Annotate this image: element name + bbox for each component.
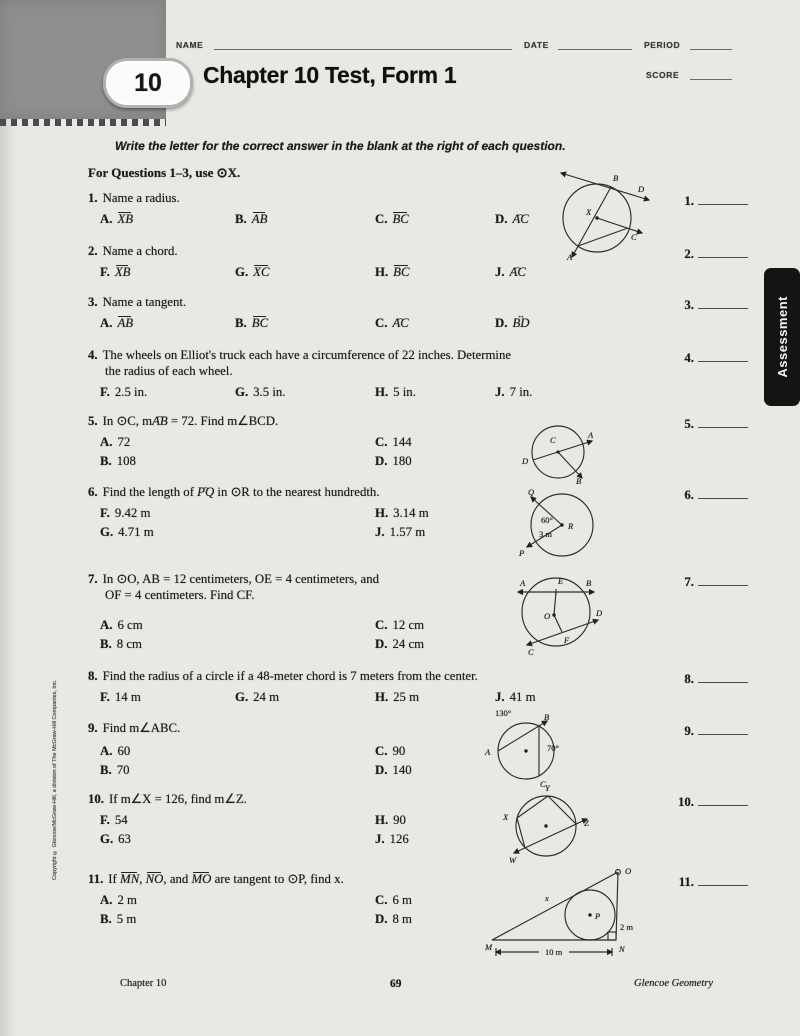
answer-blank-2: [670, 245, 748, 262]
answer-line[interactable]: [698, 245, 748, 258]
choice-letter: J.: [495, 265, 505, 279]
question-7: [88, 571, 555, 652]
question-1: [88, 190, 595, 227]
math-line: ↔ BD: [512, 316, 529, 330]
choice-B: [100, 453, 375, 469]
text-run: 3.14 m: [393, 506, 429, 520]
choice-letter: G.: [235, 385, 249, 399]
svg-text:70°: 70°: [547, 743, 559, 753]
choice-A: [100, 434, 375, 450]
choice-letter: D.: [495, 316, 508, 330]
question-3: [88, 294, 595, 331]
text-run: Find the length of: [102, 485, 198, 499]
text-run: 2.5 in.: [114, 385, 148, 399]
choice-letter: A.: [100, 744, 113, 758]
score-line[interactable]: [690, 78, 732, 80]
footer-chapter: Chapter 10: [120, 978, 167, 989]
text-run: 126: [389, 832, 409, 846]
text-run: 8 m: [392, 912, 413, 926]
choice-letter: A.: [100, 316, 113, 330]
text-run: The wheels on Elliot's truck each have a circumference of 22 inches. Determine: [102, 348, 512, 362]
choice-B: [100, 762, 375, 778]
svg-text:P: P: [519, 548, 525, 558]
answer-blank-number: 1.: [684, 194, 694, 208]
question-2-line: [88, 243, 595, 259]
answer-blank-number: 4.: [684, 351, 694, 365]
diagram-tangent-triangle: [484, 862, 646, 960]
choice-letter: J.: [495, 385, 505, 399]
question-5: [88, 413, 555, 469]
text-run: 6 m: [392, 893, 413, 907]
math-seg: XB: [114, 265, 131, 279]
svg-text:F: F: [564, 635, 570, 645]
choice-letter: G.: [235, 690, 249, 704]
page-title: Chapter 10 Test, Form 1: [203, 62, 457, 88]
choice-letter: B.: [235, 316, 247, 330]
math-arc: ⌢ AC: [512, 212, 528, 226]
question-4: [88, 347, 595, 400]
text-run: 3.5 in.: [253, 385, 286, 399]
question-number: 5.: [88, 414, 98, 428]
text-run: 14 m: [114, 690, 141, 704]
choice-letter: B.: [100, 763, 112, 777]
question-number: 2.: [88, 244, 98, 258]
svg-text:Z: Z: [584, 818, 589, 828]
answer-blank-9: [670, 722, 748, 739]
assessment-tab-label: Assessment: [774, 296, 790, 378]
text-run: In ⊙O, AB = 12 centimeters, OE = 4 centimeters, and: [102, 572, 380, 586]
choices: [100, 505, 555, 540]
text-run: 72: [117, 435, 131, 449]
math-arc: ⌢ AC: [392, 316, 408, 330]
text-run: , and: [163, 872, 192, 886]
choice-A: [100, 315, 235, 331]
svg-text:2 m: 2 m: [620, 922, 633, 932]
text-run: are tangent to ⊙P, find x.: [211, 872, 344, 886]
period-label: PERIOD: [644, 40, 681, 50]
choice-J: [495, 384, 595, 400]
answer-blank-8: [670, 670, 748, 687]
svg-text:W: W: [509, 855, 517, 865]
math-seg: BC: [392, 212, 409, 226]
svg-text:x: x: [545, 893, 549, 903]
svg-text:B: B: [586, 578, 592, 588]
text-run: 9.42 m: [114, 506, 151, 520]
score-label: SCORE: [646, 70, 680, 80]
choice-G: [235, 264, 375, 280]
text-run: 144: [392, 435, 412, 449]
question-number: 11.: [88, 872, 104, 886]
choice-letter: G.: [235, 265, 249, 279]
text-run: in ⊙R to the nearest hundredth.: [214, 485, 380, 499]
question-6-line: [88, 484, 555, 500]
math-arc: ⌢ PQ: [197, 485, 214, 499]
text-run: Name a tangent.: [102, 295, 187, 309]
svg-text:E: E: [558, 576, 564, 586]
question-number: 7.: [88, 572, 98, 586]
question-number: 3.: [88, 295, 98, 309]
svg-text:3 m: 3 m: [539, 529, 552, 539]
text-run: Find the radius of a circle if a 48-meter chord is 7 meters from the center.: [102, 669, 478, 683]
choice-letter: H.: [375, 813, 389, 827]
choice-letter: C.: [375, 618, 388, 632]
answer-blank-number: 11.: [678, 875, 694, 889]
text-run: 2 m: [117, 893, 138, 907]
svg-text:C: C: [631, 232, 637, 242]
answer-line[interactable]: [698, 722, 748, 735]
svg-text:P: P: [595, 911, 601, 921]
answer-blank-11: [670, 873, 748, 890]
text-run: 4.71 m: [118, 525, 154, 539]
choice-letter: H.: [375, 385, 389, 399]
math-seg: BC: [393, 265, 410, 279]
answer-line[interactable]: [698, 415, 748, 428]
choice-letter: H.: [375, 506, 389, 520]
choice-G: [235, 689, 375, 705]
choice-H: [375, 689, 495, 705]
section-intro: For Questions 1–3, use ⊙X.: [88, 165, 241, 180]
math-arc: ⌢ AC: [510, 265, 526, 279]
answer-blank-5: [670, 415, 748, 432]
chapter-badge: 10: [103, 58, 193, 108]
text-run: OF = 4 centimeters. Find CF.: [105, 588, 255, 602]
text-run: Name a chord.: [102, 244, 178, 258]
svg-text:Y: Y: [545, 783, 550, 793]
choice-letter: D.: [375, 912, 388, 926]
question-8: [88, 668, 595, 705]
choice-J: [495, 264, 595, 280]
choice-letter: D.: [375, 454, 388, 468]
text-run: In ⊙C, m: [102, 414, 153, 428]
svg-text:R: R: [568, 521, 574, 531]
math-seg: XB: [117, 212, 134, 226]
question-number: 6.: [88, 485, 98, 499]
text-run: 140: [392, 763, 412, 777]
choice-D: [495, 315, 595, 331]
question-10: [88, 791, 555, 847]
text-run: 54: [114, 813, 128, 827]
name-label: NAME: [176, 40, 204, 50]
choice-letter: C.: [375, 212, 388, 226]
text-run: 12 cm: [392, 618, 425, 632]
choice-letter: A.: [100, 435, 113, 449]
question-number: 10.: [88, 792, 104, 806]
svg-text:X: X: [503, 812, 509, 822]
choice-letter: F.: [100, 265, 110, 279]
choice-letter: A.: [100, 212, 113, 226]
svg-text:B: B: [576, 476, 582, 486]
choice-B: [235, 211, 375, 227]
choice-letter: D.: [375, 637, 388, 651]
choice-letter: B.: [100, 637, 112, 651]
choices: [100, 264, 595, 280]
choice-B: [235, 315, 375, 331]
choice-A: [100, 892, 375, 908]
choice-letter: F.: [100, 690, 110, 704]
diagram-circle-r: [506, 484, 612, 566]
svg-text:B: B: [613, 173, 619, 183]
choice-letter: F.: [100, 385, 110, 399]
answer-line[interactable]: [698, 486, 748, 499]
text-run: 25 m: [393, 690, 420, 704]
text-run: 180: [392, 454, 412, 468]
math-seg: MN: [120, 872, 140, 886]
choice-letter: C.: [375, 316, 388, 330]
text-run: ,: [139, 872, 146, 886]
choice-letter: A.: [100, 893, 113, 907]
diagram-circle-c: [516, 414, 608, 486]
text-run: 7 in.: [509, 385, 533, 399]
answer-blank-3: [670, 296, 748, 313]
question-number: 9.: [88, 721, 98, 735]
choice-letter: F.: [100, 813, 110, 827]
instructions-text: Write the letter for the correct answer in the blank at the right of each question.: [115, 139, 566, 153]
choice-letter: A.: [100, 618, 113, 632]
answer-line[interactable]: [698, 296, 748, 309]
choice-letter: C.: [375, 744, 388, 758]
svg-text:N: N: [619, 944, 625, 954]
choice-letter: H.: [375, 265, 389, 279]
svg-text:O: O: [625, 866, 632, 876]
question-number: 4.: [88, 348, 98, 362]
answer-blank-10: [670, 793, 748, 810]
svg-text:B: B: [544, 712, 550, 722]
question-1-line: [88, 190, 595, 206]
text-run: 108: [116, 454, 136, 468]
question-7-line: [105, 587, 555, 603]
svg-text:C: C: [550, 435, 556, 445]
question-7-line: [88, 571, 555, 587]
svg-text:D: D: [638, 184, 645, 194]
answer-blank-number: 10.: [678, 795, 694, 809]
assessment-tab[interactable]: [764, 268, 800, 406]
diagram-quad-wxyz: [494, 782, 600, 868]
choice-G: [100, 831, 375, 847]
math-seg: AB: [251, 212, 268, 226]
choice-letter: C.: [375, 435, 388, 449]
choice-H: [375, 384, 495, 400]
svg-text:A: A: [567, 252, 573, 262]
date-line[interactable]: [558, 48, 632, 50]
choice-letter: B.: [235, 212, 247, 226]
svg-text:A: A: [520, 578, 526, 588]
text-run: 8 cm: [116, 637, 142, 651]
choice-letter: H.: [375, 690, 389, 704]
choices: [100, 434, 555, 469]
copyright-text: Copyright © Glencoe/McGraw-Hill, a division of The McGraw-Hill Companies, Inc.: [52, 679, 58, 880]
question-5-line: [88, 413, 555, 429]
period-line[interactable]: [690, 48, 732, 50]
choice-F: [100, 505, 375, 521]
choice-F: [100, 384, 235, 400]
choice-A: [100, 743, 375, 759]
choice-B: [100, 636, 375, 652]
choice-letter: B.: [100, 454, 112, 468]
answer-blank-number: 2.: [684, 247, 694, 261]
choice-G: [100, 524, 375, 540]
text-run: 24 m: [253, 690, 280, 704]
answer-blank-4: [670, 349, 748, 366]
question-8-line: [88, 668, 595, 684]
svg-text:130°: 130°: [495, 708, 512, 718]
text-run: the radius of each wheel.: [105, 364, 233, 378]
choice-letter: J.: [375, 525, 385, 539]
text-run: Name a radius.: [102, 191, 180, 205]
choices: [100, 384, 595, 400]
answer-blank-1: [670, 192, 748, 209]
footer-book-title: Glencoe Geometry: [634, 978, 714, 989]
svg-text:O: O: [544, 611, 551, 621]
question-number: 8.: [88, 669, 98, 683]
answer-line[interactable]: [698, 573, 748, 586]
choice-letter: B.: [100, 912, 112, 926]
svg-text:A: A: [485, 747, 491, 757]
choice-F: [100, 812, 375, 828]
svg-text:10 m: 10 m: [545, 947, 563, 957]
choice-F: [100, 689, 235, 705]
svg-text:C: C: [540, 779, 546, 789]
choice-A: [100, 211, 235, 227]
choice-C: [375, 315, 495, 331]
choice-H: [375, 264, 495, 280]
choice-A: [100, 617, 375, 633]
svg-text:Q: Q: [528, 487, 535, 497]
question-4-line: [105, 363, 595, 379]
text-run: = 72. Find m∠BCD.: [167, 414, 279, 428]
choice-letter: G.: [100, 832, 114, 846]
math-seg: BC: [251, 316, 269, 330]
text-run: 24 cm: [392, 637, 425, 651]
question-10-line: [88, 791, 555, 807]
answer-line[interactable]: [698, 793, 748, 806]
text-run: Find m∠ABC.: [102, 721, 181, 735]
choices: [100, 617, 555, 652]
text-run: 5 in.: [393, 385, 416, 399]
question-number: 1.: [88, 191, 98, 205]
math-seg: AB: [117, 316, 134, 330]
text-run: 5 m: [116, 912, 137, 926]
answer-blank-number: 7.: [684, 575, 694, 589]
footer-page-number: 69: [390, 978, 402, 990]
answer-blank-number: 8.: [684, 672, 694, 686]
text-run: If m∠X = 126, find m∠Z.: [109, 792, 247, 806]
choice-letter: C.: [375, 893, 388, 907]
math-seg: MO: [191, 872, 212, 886]
text-run: If: [108, 872, 121, 886]
choice-letter: J.: [495, 690, 505, 704]
choice-F: [100, 264, 235, 280]
svg-text:60°: 60°: [541, 515, 553, 525]
choice-letter: G.: [100, 525, 114, 539]
question-4-line: [88, 347, 595, 363]
text-run: 60: [117, 744, 131, 758]
diagram-circle-x: [545, 166, 657, 266]
answer-blank-7: [670, 573, 748, 590]
choice-G: [235, 384, 375, 400]
text-run: 90: [392, 744, 406, 758]
svg-text:X: X: [586, 207, 592, 217]
choice-B: [100, 911, 375, 927]
answer-line[interactable]: [698, 192, 748, 205]
svg-text:D: D: [522, 456, 529, 466]
choice-letter: D.: [495, 212, 508, 226]
choice-C: [375, 211, 495, 227]
diagram-angle-abc: [481, 702, 577, 790]
math-arc: ⌢ AB: [152, 414, 168, 428]
choices: [100, 211, 595, 227]
svg-text:D: D: [596, 608, 603, 618]
question-2: [88, 243, 595, 280]
choices: [100, 812, 555, 847]
answer-blank-number: 9.: [684, 724, 694, 738]
answer-blank-number: 5.: [684, 417, 694, 431]
choice-letter: D.: [375, 763, 388, 777]
text-run: 70: [116, 763, 130, 777]
text-run: 90: [393, 813, 406, 827]
choice-letter: J.: [375, 832, 385, 846]
choices: [100, 315, 595, 331]
answer-blank-number: 3.: [684, 298, 694, 312]
svg-text:A: A: [588, 430, 594, 440]
diagram-circle-o: [498, 566, 616, 658]
date-label: DATE: [524, 40, 549, 50]
choice-letter: F.: [100, 506, 110, 520]
math-seg: NO: [145, 872, 164, 886]
text-run: 41 m: [509, 690, 536, 704]
answer-line[interactable]: [698, 873, 748, 886]
answer-line[interactable]: [698, 349, 748, 362]
answer-line[interactable]: [698, 670, 748, 683]
dashed-strip: [0, 119, 166, 126]
question-6: [88, 484, 555, 540]
text-run: 6 cm: [117, 618, 143, 632]
answer-blank-number: 6.: [684, 488, 694, 502]
answer-blank-6: [670, 486, 748, 503]
text-run: 1.57 m: [389, 525, 426, 539]
math-seg: XC: [253, 265, 270, 279]
svg-text:M: M: [485, 942, 493, 952]
text-run: 63: [118, 832, 131, 846]
svg-text:C: C: [528, 647, 534, 657]
name-line[interactable]: [214, 48, 512, 50]
